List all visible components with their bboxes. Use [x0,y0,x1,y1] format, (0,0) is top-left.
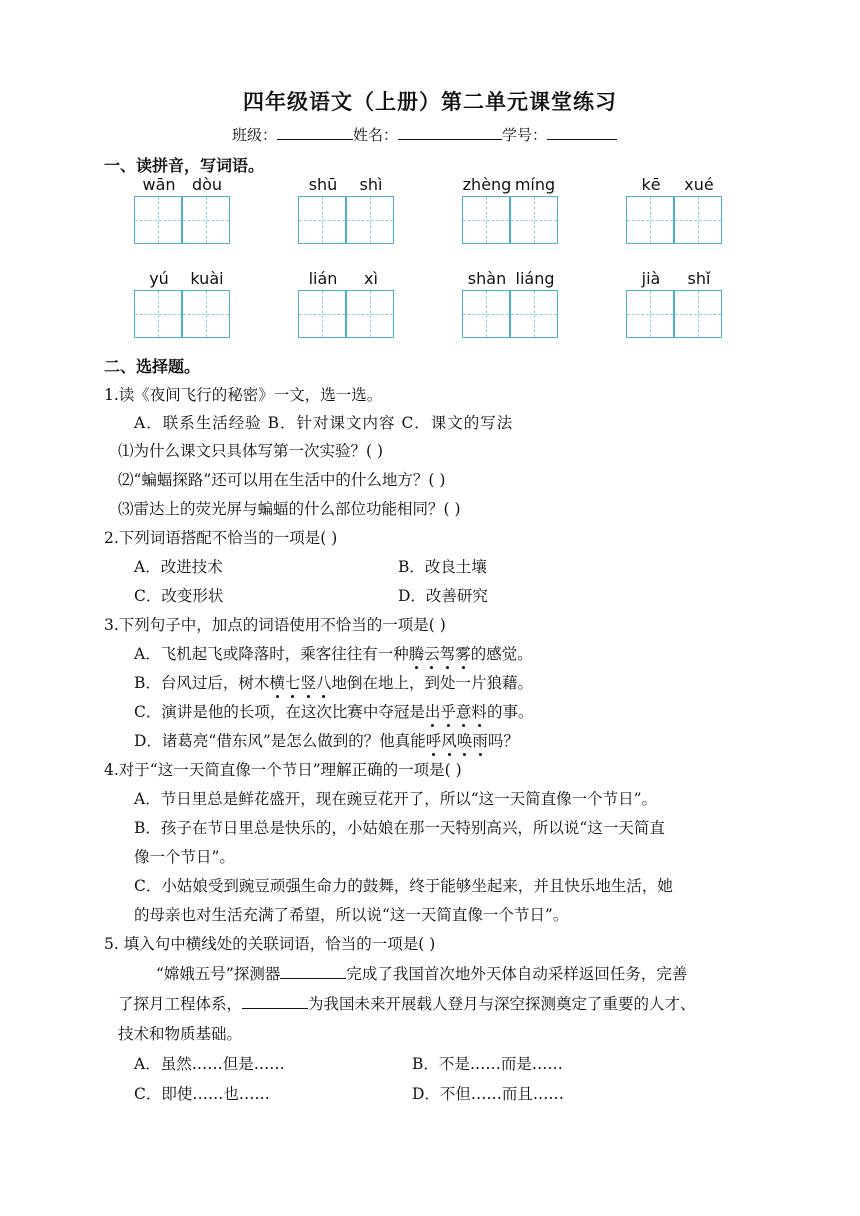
character-writing-box[interactable] [298,290,346,338]
q3-b-text-pre: B．台风过后，树木 [134,674,270,692]
q5-text-3: 了探月工程体系， [118,995,243,1013]
q3-c-text-pre: C．演讲是他的长项，在这次比赛中夺冠是 [134,703,425,721]
page-title: 四年级语文（上册）第二单元课堂练习 [243,90,617,114]
character-writing-box[interactable] [626,196,674,244]
character-writing-box[interactable] [462,290,510,338]
q3-option-a[interactable] [134,642,533,664]
q4-option-b-line2: 像一个节日”。 [134,848,235,866]
character-writing-box[interactable] [510,290,558,338]
pinyin-label: shàn [467,269,507,288]
q1-stem: 1.读《夜间飞行的秘密》一文，选一选。 [104,386,383,404]
id-blank[interactable] [547,125,617,140]
q3-option-d[interactable] [134,729,519,751]
class-blank[interactable] [277,125,353,140]
q3-a-text-post: 的感觉。 [470,645,533,663]
q5-passage-line2 [118,992,696,1014]
character-writing-box[interactable] [462,196,510,244]
q3-b-text-post: 地倒在地上，到处一片狼藉。 [331,674,533,692]
q5-text-2: 完成了我国首次地外天体自动采样返回任务，完善 [346,965,688,983]
q1-options: A．联系生活经验 B．针对课文内容 C．课文的写法 [134,414,514,432]
q5-stem: 5. 填入句中横线处的关联词语，恰当的一项是( ) [104,935,436,953]
character-writing-box[interactable] [182,290,230,338]
q3-option-b[interactable] [134,671,533,693]
q5-blank-1[interactable] [280,964,346,979]
q5-text-4: 为我国未来开展载人登月与深空探测奠定了重要的人才、 [308,995,696,1013]
character-writing-box[interactable] [674,290,722,338]
character-writing-box[interactable] [626,290,674,338]
q3-option-c[interactable] [134,700,533,722]
pinyin-label: xué [684,175,714,194]
name-blank[interactable] [398,125,502,140]
pinyin-label: shì [359,175,383,194]
q3-d-text-pre: D．诸葛亮“借东风”是怎么做到的？他真能 [134,732,426,750]
q1-sub1: ⑴为什么课文只具体写第一次实验？( ) [118,442,384,460]
q3-c-text-post: 的事。 [486,703,534,721]
class-label: 班级： [232,126,278,144]
q2-option-c[interactable]: C．改变形状 [134,587,224,605]
pinyin-label: zhèng [462,175,512,194]
q5-option-d[interactable]: D．不但……而且…… [412,1085,564,1103]
q5-passage-line1 [156,962,687,984]
q4-option-b-line1[interactable]: B．孩子在节日里总是快乐的，小姑娘在那一天特别高兴，所以说“这一天简直 [134,819,665,837]
q4-stem: 4.对于“这一天简直像一个节日”理解正确的一项是( ) [104,761,462,779]
pinyin-label: lián [308,269,338,288]
section1-heading: 一、读拼音，写词语。 [104,156,265,175]
q5-option-c[interactable]: C．即使……也…… [134,1085,270,1103]
pinyin-label: kē [641,175,661,194]
q2-option-b[interactable]: B．改良土壤 [398,558,487,576]
q2-option-d[interactable]: D．改善研究 [398,587,488,605]
q3-c-dotted-word: 出乎意料 [425,703,487,721]
q1-sub3: ⑶雷达上的荧光屏与蝙蝠的什么部位功能相同？( ) [118,500,461,518]
character-writing-box[interactable] [134,196,182,244]
q3-b-dotted-word: 横七竖八 [269,674,331,692]
pinyin-label: liáng [515,269,555,288]
q5-passage-line3: 技术和物质基础。 [118,1025,243,1043]
character-writing-box[interactable] [346,290,394,338]
q5-option-b[interactable]: B．不是……而是…… [412,1055,563,1073]
character-writing-box[interactable] [674,196,722,244]
q5-text-1: “嫦娥五号”探测器 [156,965,281,983]
q4-option-c-line2: 的母亲也对生活充满了希望，所以说“这一天简直像一个节日”。 [134,906,569,924]
section2-heading: 二、选择题。 [104,357,201,376]
character-writing-box[interactable] [182,196,230,244]
pinyin-label: míng [514,175,556,194]
character-writing-box[interactable] [298,196,346,244]
student-info-line [232,124,617,145]
pinyin-label: xì [364,269,378,288]
q4-option-c-line1[interactable]: C．小姑娘受到豌豆顽强生命力的鼓舞，终于能够坐起来，并且快乐地生活，她 [134,877,673,895]
q1-sub2: ⑵“蝙蝠探路”还可以用在生活中的什么地方？( ) [118,471,446,489]
character-writing-box[interactable] [510,196,558,244]
pinyin-label: shǐ [687,269,711,288]
q2-stem: 2.下列词语搭配不恰当的一项是( ) [104,529,338,547]
character-writing-box[interactable] [346,196,394,244]
pinyin-label: jià [641,269,661,288]
q5-blank-2[interactable] [242,994,308,1009]
pinyin-label: dòu [191,175,223,194]
q4-option-a[interactable]: A．节日里总是鲜花盛开，现在豌豆花开了，所以“这一天简直像一个节日”。 [134,790,658,808]
q3-stem: 3.下列句子中，加点的词语使用不恰当的一项是( ) [104,616,446,634]
id-label: 学号： [502,126,548,144]
q3-d-dotted-word: 呼风唤雨 [426,732,488,750]
q3-a-text-pre: A．飞机起飞或降落时，乘客往往有一种 [134,645,409,663]
name-label: 姓名： [353,126,399,144]
pinyin-label: kuài [190,269,224,288]
pinyin-label: wān [142,175,176,194]
q3-d-text-post: 吗？ [487,732,519,750]
pinyin-label: yú [149,269,169,288]
q2-option-a[interactable]: A．改进技术 [134,558,223,576]
character-writing-box[interactable] [134,290,182,338]
q5-option-a[interactable]: A．虽然……但是…… [134,1055,285,1073]
pinyin-label: shū [308,175,338,194]
q3-a-dotted-word: 腾云驾雾 [409,645,471,663]
